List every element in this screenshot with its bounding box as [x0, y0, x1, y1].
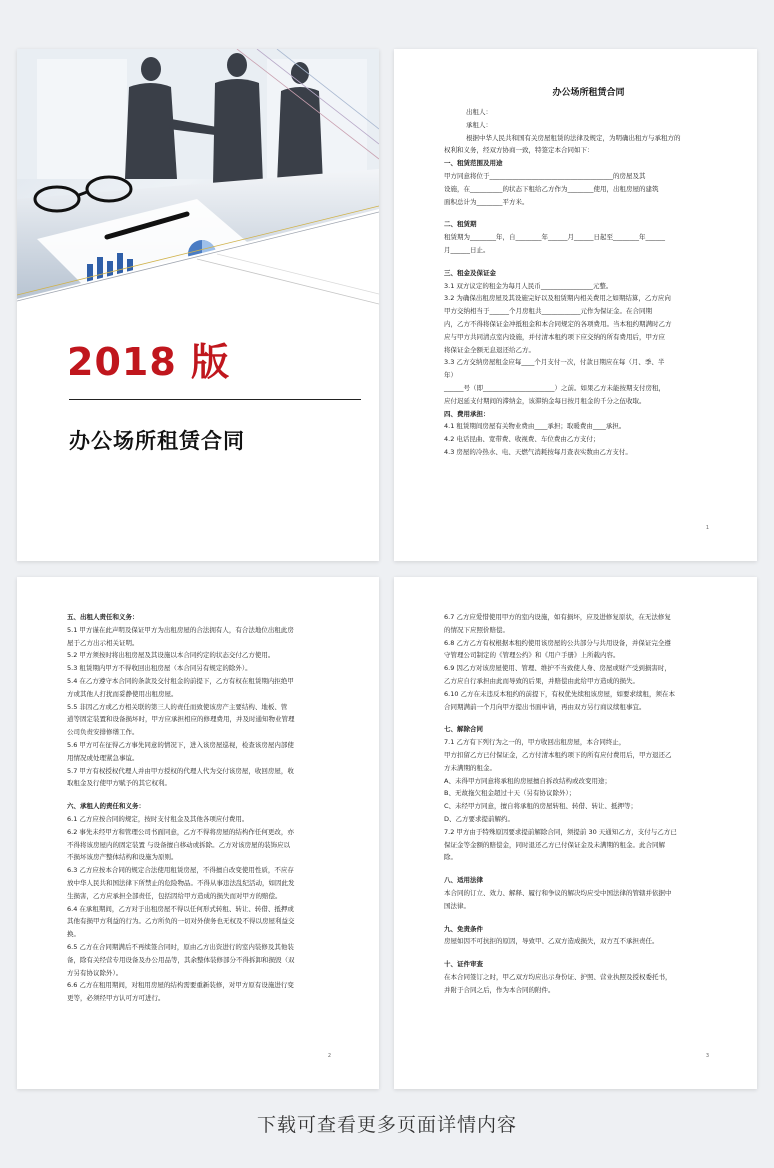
text-line: 守管理公司制定的《管理公约》和《用户手册》上所载内容。	[444, 651, 620, 660]
text-line: 设施，在__________的状态下租给乙方作为________使用，出租房屋的建筑	[444, 184, 659, 193]
text-line: 6.1 乙方应按合同的规定，按时支付租金及其他各项应付费用。	[67, 814, 249, 823]
text-line: 5.7 甲方有权授权代理人并由甲方授权的代理人代为交付该房屋，收回房屋，收	[67, 766, 294, 775]
text-line: 甲方扣留乙方已付保证金，乙方付清本租约项下的所有应付费用后，甲方退还乙	[444, 750, 672, 759]
cover-photo-business-handshake	[17, 49, 379, 349]
text-line: 八、适用法律	[444, 876, 483, 885]
text-line: 6.8 乙方乙方有权根据本租约使用该房屋的公共部分与共用设备，并保证完全遵	[444, 638, 671, 647]
text-line: 除。	[444, 853, 457, 862]
text-line: 房屋如因不可抗拒的原因，导致甲、乙双方造成损失，双方互不承担责任。	[444, 937, 659, 946]
text-line: 合同期满前一个月向甲方提出书面申请，再由双方另行商议续租事宜。	[444, 702, 646, 711]
text-line: 备，除有关经营专用设备及办公用品等，其余整体装修部分不得拆卸和损毁（双	[67, 955, 295, 964]
contract-page-3	[394, 577, 757, 1089]
text-line: 四、费用承担：	[444, 409, 490, 418]
text-line: 承租人：	[466, 120, 492, 129]
text-line: 甲方交纳相当于______个月房租共____________元作为保证金。在合同期	[444, 307, 652, 316]
download-more-prompt[interactable]: 下载可查看更多页面详情内容	[256, 1114, 517, 1136]
text-line: 更等，必须经甲方认可方可进行。	[67, 994, 165, 1003]
text-line: 5.3 租赁期内甲方不得收回出租房屋（本合同另有规定的除外）。	[67, 664, 252, 673]
page-number: 1	[705, 525, 709, 531]
text-line: 根据中华人民共和国有关房屋租赁的法律及规定，为明确出租方与承租方的	[466, 133, 681, 142]
text-line: 5.2 甲方须按时将出租房屋及其设施以本合同约定的状态交付乙方使用。	[67, 651, 275, 660]
text-line: 4.3 房屋的冷热水、电、天燃气消耗按每月查表实数由乙方支付。	[444, 447, 632, 456]
page-number: 3	[705, 1053, 709, 1059]
text-line: 公司负责安排修缮工作。	[67, 728, 139, 737]
text-line: 取租金及行使甲方赋予的其它权利。	[67, 779, 171, 788]
text-line: 权利和义务，经双方协商一致，特签定本合同如下：	[444, 146, 594, 155]
cover-year-label: 2018 版	[67, 340, 230, 384]
text-line: 5.5 非因乙方或乙方相关联的第三人的责任而致使该房产主要结构、地板、管	[67, 702, 288, 711]
text-line: 将保证金全额无息退还给乙方。	[444, 345, 535, 354]
page-1-body	[444, 106, 733, 459]
text-line: A、未得甲方同意将承租的房屋擅自拆改结构或改变用途；	[444, 776, 611, 785]
paragraph-gap	[67, 790, 355, 800]
text-line: 其他有损甲方利益的行为。乙方所负的一切对外债务也无权及不得以房屋利益交	[67, 917, 295, 926]
text-line: 6.4 在承租期间，乙方对于出租房屋不得以任何形式转租、转让、转借、抵押或	[67, 904, 294, 913]
contract-page-2	[17, 577, 379, 1089]
text-line: C、未经甲方同意，擅自将承租的房屋转租、转借、转让、抵押等；	[444, 802, 638, 811]
text-line: 4.2 电话昆曲、宽带费、收视费、车位费由乙方支付；	[444, 435, 600, 444]
text-line: 6.3 乙方应按本合同的规定合法使用租赁房屋，不得擅自改变使用性质，不应存	[67, 866, 294, 875]
text-line: 国法律。	[444, 901, 470, 910]
text-line: 6.10 乙方在未违反本租约的前提下，有权优先续租该房屋，如要求续租，须在本	[444, 689, 676, 698]
text-line: 5.1 甲方谨在此声明及保证甲方为出租房屋的合法拥有人，有合法地位出租此房	[67, 625, 294, 634]
text-line: 生损害，乙方应承担全部责任，包括因给甲方造成的损失而对甲方的赔偿。	[67, 891, 282, 900]
text-line: 甲方同意将位于______________________________________的房屋及其	[444, 171, 646, 180]
text-line: 换。	[67, 930, 80, 939]
text-line: 用情况或处理紧急事谊。	[67, 753, 139, 762]
paragraph-gap	[444, 208, 733, 218]
text-line: 7.2 甲方由于特殊原因要求提前解除合同，须提前 30 天通知乙方，支付与乙方已	[444, 827, 677, 836]
text-line: 3.1 双方议定的租金为每月人民币________________元整。	[444, 281, 613, 290]
text-line: 并附于合同之后，作为本合同的附件。	[444, 985, 555, 994]
text-line: 十、证件审查	[444, 960, 483, 969]
text-line: 月______日止。	[444, 245, 490, 254]
paragraph-gap	[444, 864, 733, 874]
text-line: ______号（即______________________）之前。如果乙方未能按期支付房租，	[444, 383, 665, 392]
text-line: 九、免责条件	[444, 924, 483, 933]
text-line: 面积总计为________平方米。	[444, 197, 529, 206]
text-line: 乙方应自行承担由此而导致的后果，并赔偿由此给甲方造成的损失。	[444, 676, 639, 685]
text-line: 的情况下应照价赔偿。	[444, 625, 509, 634]
text-line: 方未满期的租金。	[444, 763, 496, 772]
paragraph-gap	[444, 257, 733, 267]
page-number: 2	[327, 1053, 331, 1059]
text-line: 租赁期为________年，自________年______月______日起至________年______	[444, 233, 665, 242]
cover-page	[17, 49, 379, 561]
text-line: 不损坏该房产整体结构和设施为原则。	[67, 853, 178, 862]
text-line: 出租人：	[466, 108, 492, 116]
text-line: 在本合同签订之时，甲乙双方均应出示身份证、护照、营业执照及授权委托书，	[444, 972, 672, 981]
text-line: 七、解除合同	[444, 725, 483, 734]
text-line: 年）	[444, 371, 457, 380]
text-line: 5.4 在乙方遵守本合同的条款及交付租金的前提下，乙方有权在租赁期内拒绝甲	[67, 676, 294, 685]
text-line: B、无故拖欠租金超过十天（另有协议除外）；	[444, 789, 576, 798]
text-line: D、乙方要求提前解约。	[444, 814, 515, 823]
text-line: 6.9 因乙方对该房屋使用、管理、维护不当致使人身、房屋或财产受到损害时，	[444, 664, 671, 673]
text-line: 三、租金及保证金	[444, 268, 496, 277]
paragraph-gap	[444, 713, 733, 723]
text-line: 一、租赁范围及用途	[444, 159, 503, 168]
text-line: 7.1 乙方有下列行为之一的，甲方收回出租房屋，本合同终止，	[444, 738, 626, 747]
text-line: 道等固定装置和设备损坏时，甲方应承担相应的修理费用，并及时通知物业管理	[67, 715, 295, 724]
text-line: 3.2 为确保出租房屋及其设施完好以及租赁期内相关费用之如期结算，乙方应向	[444, 294, 671, 303]
text-line: 6.5 乙方在合同期满后不再续签合同时，原由乙方出资进行的室内装修及其他装	[67, 942, 294, 951]
text-line: 5.6 甲方可在征得乙方事先同意的情况下，进入该房屋巡视，检查该房屋内部使	[67, 740, 294, 749]
text-line: 放中华人民共和国法律下所禁止的危险物品。不得从事违法乱纪活动，如因此发	[67, 878, 295, 887]
text-line: 应与甲方共同清点室内设施，并付清本租约项下应交纳的所有费用后，甲方应	[444, 332, 665, 341]
page-2-body	[67, 611, 355, 1005]
page-3-body	[444, 611, 733, 997]
text-line: 方或其他人打扰而妥静使用出租房屋。	[67, 689, 178, 698]
contract-title: 办公场所租赁合同	[552, 88, 625, 98]
text-line: 6.6 乙方在租用期间，对租用房屋的结构需要重新装修，对甲方原有设施进行变	[67, 981, 294, 990]
text-line: 五、出租人责任和义务：	[67, 613, 139, 621]
text-line: 3.3 乙方交纳房屋租金应每____个月支付一次，付款日期应在每（月、季、半	[444, 358, 665, 367]
text-line: 内，乙方不得将保证金冲抵租金和本合同规定的各项费用。当本租约期满时乙方	[444, 319, 672, 328]
text-line: 不得将该房屋内的固定装置 与设备擅自移动或拆除。乙方对该房屋的装饰应以	[67, 840, 291, 849]
text-line: 二、租赁期	[444, 220, 477, 229]
text-line: 应付迟延支付期间的滞纳金，该滞纳金每日按月租金的千分之伍收取。	[444, 396, 646, 405]
text-line: 4.1 租赁期间房屋有关物业费由____承担；取暖费由____承担。	[444, 422, 626, 431]
contract-page-1	[394, 49, 757, 561]
text-line: 方另有协议除外）。	[67, 968, 123, 977]
cover-divider	[69, 399, 361, 400]
text-line: 屋于乙方出示相关证明。	[67, 638, 139, 647]
text-line: 6.2 事先未经甲方和管理公司书面同意，乙方不得将房屋的结构作任何更改，亦	[67, 827, 294, 836]
text-line: 六、承租人的责任和义务：	[67, 802, 145, 811]
text-line: 保证金等金额的赔偿金，同时退还乙方已付保证金及未满期的租金。此合同解	[444, 840, 665, 849]
paragraph-gap	[444, 948, 733, 958]
text-line: 本合同的订立、效力、解释、履行和争议的解决均应受中国法律的管辖并依据中	[444, 888, 672, 897]
cover-title: 办公场所租赁合同	[69, 429, 245, 453]
text-line: 6.7 乙方应爱惜使用甲方的室内设施，如有损坏，应及进修复原状，在无法修复	[444, 613, 671, 621]
paragraph-gap	[444, 913, 733, 923]
